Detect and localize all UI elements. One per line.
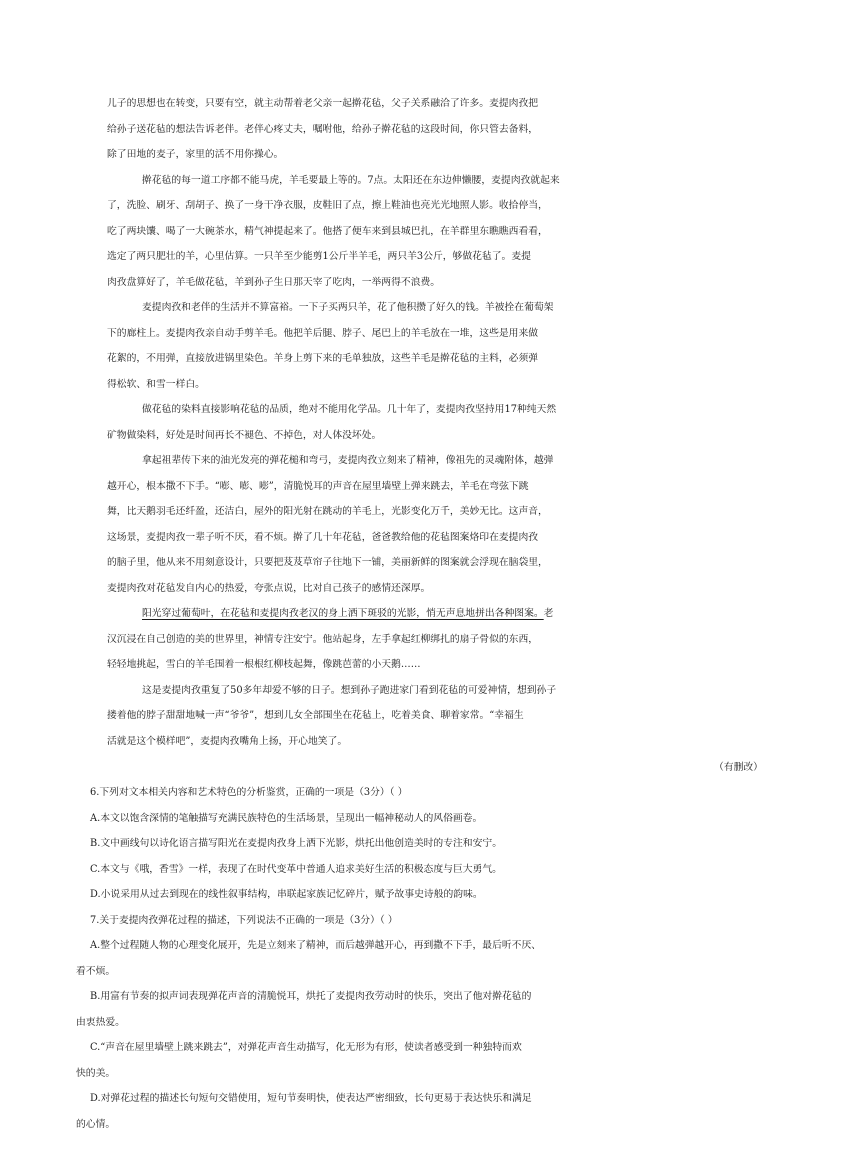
text-line: B.文中画线句以诗化语言描写阳光在麦提肉孜身上洒下光影，烘托出他创造美时的专注和安宁。 [90,838,502,849]
text-line: 搂着他的脖子甜甜地喊一声“爷爷”，想到儿女全部围坐在花毡上，吃着美食、聊着家常。“幸福生 [107,710,524,721]
text-line: B.用富有节奏的拟声词表现弹花声音的清脆悦耳，烘托了麦提肉孜劳动时的快乐，突出了他对擀花毡的 [90,991,532,1002]
text-line: 汉沉浸在自己创造的美的世界里，神情专注安宁。他站起身，左手拿起红柳绑扎的扇子骨似的东西， [107,634,539,645]
text-line: D.对弹花过程的描述长句短句交错使用，短句节奏明快，使表达严密细致，长句更易于表达快乐和满足 [90,1093,532,1104]
text-line: 擀花毡的每一道工序都不能马虎，羊毛要最上等的。7点。太阳还在东边伸懒腰，麦提肉孜就起来 [142,175,560,186]
text-line: 由衷热爱。 [76,1017,125,1028]
text-line: C.“声音在屋里墙壁上跳来跳去”，对弹花声音生动描写，化无形为有形，使读者感受到一种独特而欢 [90,1042,522,1053]
text-line: 麦提肉孜对花毡发自内心的热爱，夸张点说，比对自己孩子的感情还深厚。 [107,583,431,594]
text-line: D.小说采用从过去到现在的线性叙事结构，串联起家族记忆碎片，赋予故事史诗般的韵味。 [90,889,483,900]
text-line: 除了田地的麦子，家里的活不用你操心。 [107,149,284,160]
text-line: 6.下列对文本相关内容和艺术特色的分析鉴赏，正确的一项是（3分）（ ） [90,787,408,798]
text-fragment: 老 [543,608,554,619]
text-line: 选定了两只肥壮的羊，心里估算。一只羊至少能剪1公斤半羊毛，两只羊3公斤，够做花毡了。麦提 [107,251,531,262]
text-line: 给孙子送花毡的想法告诉老伴。老伴心疼丈夫，嘱咐他，给孙子擀花毡的这段时间，你只管去备料， [107,124,539,135]
text-line: A.本文以饱含深情的笔触描写充满民族特色的生活场景，呈现出一幅神秘动人的风俗画卷。 [90,813,483,824]
text-line: 拿起祖辈传下来的油光发亮的弹花槌和弯弓，麦提肉孜立刻来了精神，像祖先的灵魂附体，越弹 [142,455,554,466]
text-line: （有删改） [714,762,763,773]
text-line [0,604,860,624]
text-line: 做花毡的染料直接影响花毡的品质，绝对不能用化学品。几十年了，麦提肉孜坚持用17种纯天然 [142,404,557,415]
text-line: 的心情。 [76,1119,116,1130]
text-line: 吃了两块馕、喝了一大碗茶水，精气神提起来了。他搭了便车来到县城巴扎，在羊群里东瞧瞧西看看， [107,226,548,237]
text-line: 儿子的思想也在转变，只要有空，就主动帮着老父亲一起擀花毡，父子关系融洽了许多。麦提肉孜把 [107,98,539,109]
text-line: 活就是这个模样吧”，麦提肉孜嘴角上扬，开心地笑了。 [107,736,348,747]
text-line: 下的廊柱上。麦提肉孜亲自动手剪羊毛。他把羊后腿、脖子、尾巴上的羊毛放在一堆，这些是用来做 [107,328,539,339]
text-line: 的脑子里，他从来不用刻意设计，只要把芨芨草帘子往地下一铺，美丽新鲜的图案就会浮现在脑袋里， [107,557,548,568]
text-line: 得松软、和雪一样白。 [107,379,205,390]
text-line: 麦提肉孜和老伴的生活并不算富裕。一下子买两只羊，花了他积攒了好久的钱。羊被拴在葡萄架 [142,302,554,313]
text-line: 这是麦提肉孜重复了50多年却爱不够的日子。想到孙子跑进家门看到花毡的可爱神情，想到孙子 [142,685,557,696]
text-line: 7.关于麦提肉孜弹花过程的描述，下列说法不正确的一项是（3分）（ ） [90,915,398,926]
text-line: 肉孜盘算好了，羊毛做花毡，羊到孙子生日那天宰了吃肉，一举两得不浪费。 [107,277,441,288]
text-line: 越开心，根本撒不下手。“嘭、嘭、嘭”，清脆悦耳的声音在屋里墙壁上弹来跳去，羊毛在弯弦下跳 [107,481,529,492]
text-line: 这场景，麦提肉孜一辈子听不厌，看不烦。擀了几十年花毡，爸爸教给他的花毡图案烙印在麦提肉孜 [107,532,539,543]
text-line: C.本文与《哦，香雪》一样，表现了在时代变革中普通人追求美好生活的积极态度与巨大勇气。 [90,864,502,875]
text-line: 轻轻地挑起，雪白的羊毛围着一根根红柳枝起舞，像跳芭蕾的小天鹅…… [107,659,421,670]
text-line: A.整个过程随人物的心理变化展开，先是立刻来了精神，而后越弹越开心，再到撒不下手，最后听不厌、 [90,940,542,951]
text-line: 了，洗脸、刷牙、刮胡子、换了一身干净衣服，皮鞋旧了点，擦上鞋油也亮光光地照人影。收拾停当， [107,200,548,211]
underlined-sentence: 阳光穿过葡萄叶，在花毡和麦提肉孜老汉的身上洒下斑驳的光影，悄无声息地拼出各种图案。 [142,608,544,619]
text-line: 花絮的，不用弹，直接放进锅里染色。羊身上剪下来的毛单独放，这些羊毛是擀花毡的主料，必须弹 [107,353,539,364]
text-line: 快的美。 [76,1068,116,1079]
text-line: 舞，比天鹅羽毛还纤盈，还洁白，屋外的阳光射在跳动的羊毛上，光影变化万千，美妙无比。这声音， [107,506,548,517]
text-line: 矿物做染料，好处是时间再长不褪色、不掉色，对人体没坏处。 [107,430,382,441]
text-line: 看不烦。 [76,966,116,977]
